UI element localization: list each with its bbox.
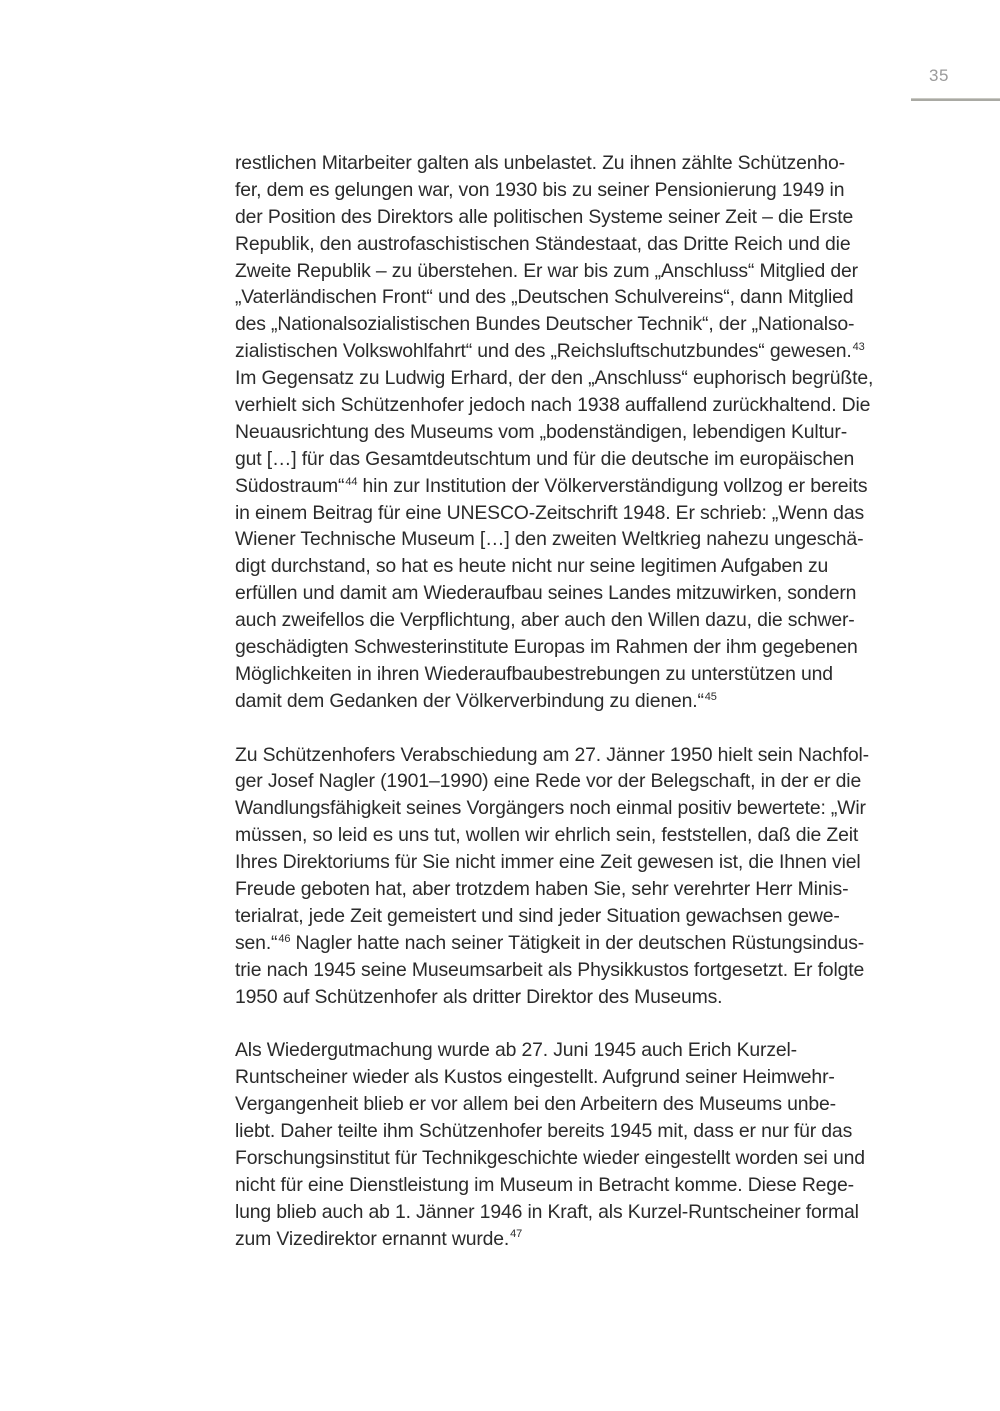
line-text: lung blieb auch ab 1. Jänner 1946 in Kraft, als Kurzel-Runtscheiner formal xyxy=(235,1200,859,1223)
line-text: Republik, den austrofaschistischen Ständestaat, das Dritte Reich und die xyxy=(235,232,851,255)
line-text: der Position des Direktors alle politischen Systeme seiner Zeit – die Erste xyxy=(235,205,854,228)
text-line xyxy=(235,1199,900,1226)
line-text: restlichen Mitarbeiter galten als unbelastet. Zu ihnen zählte Schützenho- xyxy=(235,152,845,174)
footnote-reference[interactable]: 47 xyxy=(510,1228,523,1241)
paragraph xyxy=(235,150,900,715)
paragraph-spacer xyxy=(235,715,900,742)
line-text: müssen, so leid es uns tut, wollen wir ehrlich sein, feststellen, daß die Zeit xyxy=(235,824,859,847)
line-text-continued: hin zur Institution der Völkerverständigung vollzog er bereits xyxy=(357,474,868,497)
paragraph xyxy=(235,1037,900,1252)
text-line xyxy=(235,419,900,446)
text-line xyxy=(235,446,900,473)
line-text-continued: Nagler hatte nach seiner Tätigkeit in der deutschen Rüstungsindus- xyxy=(290,931,865,954)
line-text: liebt. Daher teilte ihm Schützenhofer bereits 1945 mit, dass er nur für das xyxy=(235,1120,853,1143)
paragraph xyxy=(235,742,900,1011)
body-text xyxy=(235,150,900,1253)
page-number: 35 xyxy=(929,66,949,85)
text-line xyxy=(235,607,900,634)
text-line xyxy=(235,742,900,769)
text-line xyxy=(235,392,900,419)
text-line xyxy=(235,822,900,849)
text-line xyxy=(235,500,900,527)
text-line xyxy=(235,661,900,688)
text-line xyxy=(235,231,900,258)
footnote-reference[interactable]: 44 xyxy=(345,475,358,488)
text-line xyxy=(235,1064,900,1091)
text-line xyxy=(235,365,900,392)
line-text: terialrat, jede Zeit gemeistert und sind jeder Situation gewachsen gewe- xyxy=(235,904,840,927)
line-text: in einem Beitrag für eine UNESCO-Zeitschrift 1948. Er schrieb: „Wenn das xyxy=(235,501,864,524)
line-text: sen.“ xyxy=(235,931,278,954)
line-text: digt durchstand, so hat es heute nicht nur seine legitimen Aufgaben zu xyxy=(235,555,829,578)
line-text: Runtscheiner wieder als Kustos eingestellt. Aufgrund seiner Heimwehr- xyxy=(235,1066,835,1089)
text-line xyxy=(235,1037,900,1064)
paragraph-spacer xyxy=(235,1011,900,1038)
line-text: Zweite Republik – zu überstehen. Er war bis zum „Anschluss“ Mitglied der xyxy=(235,259,858,282)
line-text: Südostraum“ xyxy=(235,474,345,497)
line-text: trie nach 1945 seine Museumsarbeit als Physikkustos fortgesetzt. Er folgte xyxy=(235,958,865,981)
line-text: erfüllen und damit am Wiederaufbau seines Landes mitzuwirken, sondern xyxy=(235,582,857,605)
text-line xyxy=(235,688,900,715)
text-line xyxy=(235,284,900,311)
footnote-reference[interactable]: 43 xyxy=(852,341,865,354)
line-text: Als Wiedergutmachung wurde ab 27. Juni 1945 auch Erich Kurzel- xyxy=(235,1039,797,1062)
text-line xyxy=(235,177,900,204)
line-text: Ihres Direktoriums für Sie nicht immer eine Zeit gewesen ist, die Ihnen viel xyxy=(235,851,861,874)
text-line xyxy=(235,258,900,285)
text-line xyxy=(235,1118,900,1145)
line-text: Zu Schützenhofers Verabschiedung am 27. Jänner 1950 hielt sein Nachfol- xyxy=(235,743,869,766)
text-line xyxy=(235,876,900,903)
line-text: geschädigten Schwesterinstitute Europas im Rahmen der ihm gegebenen xyxy=(235,636,858,659)
text-line xyxy=(235,795,900,822)
text-line xyxy=(235,768,900,795)
line-text: Freude geboten hat, aber trotzdem haben Sie, sehr verehrter Herr Minis- xyxy=(235,878,849,901)
line-text: Möglichkeiten in ihren Wiederaufbaubestrebungen zu unterstützen und xyxy=(235,662,833,685)
line-text: des „Nationalsozialistischen Bundes Deutscher Technik“, der „Nationalso- xyxy=(235,313,855,336)
line-text: Neuausrichtung des Museums vom „bodenständigen, lebendigen Kultur- xyxy=(235,420,848,443)
line-text: fer, dem es gelungen war, von 1930 bis zu seiner Pensionierung 1949 in xyxy=(235,178,845,201)
text-line xyxy=(235,150,900,177)
line-text: damit dem Gedanken der Völkerverbindung zu dienen.“ xyxy=(235,689,704,712)
text-line xyxy=(235,311,900,338)
text-line xyxy=(235,984,900,1011)
text-line xyxy=(235,634,900,661)
text-line xyxy=(235,957,900,984)
text-line xyxy=(235,849,900,876)
text-line xyxy=(235,580,900,607)
text-line xyxy=(235,1226,900,1253)
header-rule xyxy=(911,98,1000,101)
line-text: Vergangenheit blieb er vor allem bei den Arbeitern des Museums unbe- xyxy=(235,1093,836,1116)
text-line xyxy=(235,903,900,930)
line-text: auch zweifellos die Verpflichtung, aber auch den Willen dazu, die schwer- xyxy=(235,609,855,632)
line-text: 1950 auf Schützenhofer als dritter Direktor des Museums. xyxy=(235,985,723,1008)
text-line xyxy=(235,338,900,365)
text-line xyxy=(235,1091,900,1118)
line-text: Wiener Technische Museum […] den zweiten Weltkrieg nahezu ungeschä- xyxy=(235,528,864,551)
text-line xyxy=(235,930,900,957)
text-line xyxy=(235,1172,900,1199)
line-text: verhielt sich Schützenhofer jedoch nach 1938 auffallend zurückhaltend. Die xyxy=(235,394,871,417)
line-text: zialistischen Volkswohlfahrt“ und des „Reichsluftschutzbundes“ gewesen. xyxy=(235,340,852,363)
text-line xyxy=(235,526,900,553)
line-text: Forschungsinstitut für Technikgeschichte wieder eingestellt worden sei und xyxy=(235,1146,865,1169)
text-line xyxy=(235,1145,900,1172)
line-text: ger Josef Nagler (1901–1990) eine Rede vor der Belegschaft, in der er die xyxy=(235,770,862,793)
text-line xyxy=(235,553,900,580)
line-text: gut […] für das Gesamtdeutschtum und für die deutsche im europäischen xyxy=(235,447,855,470)
footnote-reference[interactable]: 45 xyxy=(704,690,717,703)
line-text: Wandlungsfähigkeit seines Vorgängers noch einmal positiv bewertete: „Wir xyxy=(235,797,866,820)
text-line xyxy=(235,473,900,500)
line-text: zum Vizedirektor ernannt wurde. xyxy=(235,1227,510,1250)
line-text: „Vaterländischen Front“ und des „Deutschen Schulvereins“, dann Mitglied xyxy=(235,286,854,309)
footnote-reference[interactable]: 46 xyxy=(278,932,291,945)
text-line xyxy=(235,204,900,231)
line-text: nicht für eine Dienstleistung im Museum in Betracht komme. Diese Rege- xyxy=(235,1173,854,1196)
line-text: Im Gegensatz zu Ludwig Erhard, der den „Anschluss“ euphorisch begrüßte, xyxy=(235,367,874,390)
